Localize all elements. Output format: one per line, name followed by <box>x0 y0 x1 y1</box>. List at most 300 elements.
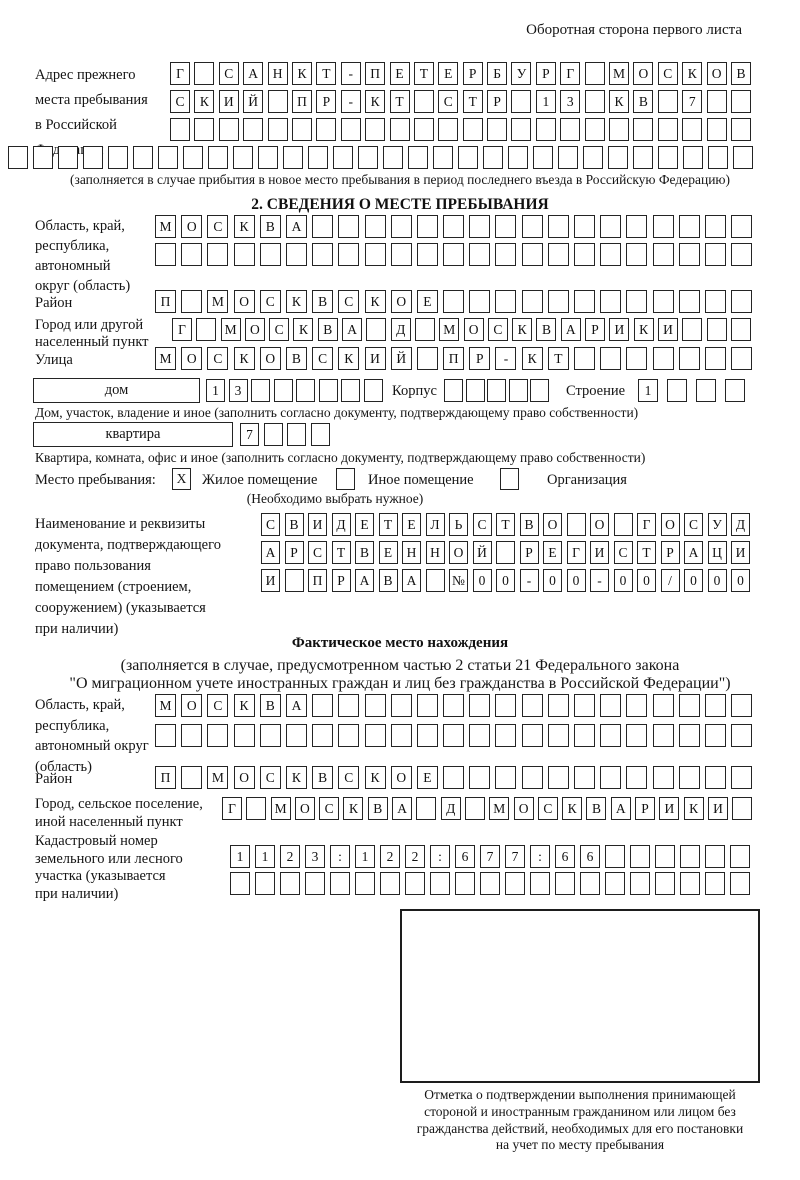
char-cell[interactable] <box>338 694 359 717</box>
char-cell[interactable]: Е <box>438 62 458 85</box>
char-cell[interactable]: : <box>530 845 550 868</box>
char-cell[interactable] <box>731 90 751 113</box>
char-cell[interactable]: И <box>261 569 280 592</box>
char-cell[interactable] <box>158 146 178 169</box>
char-cell[interactable] <box>731 694 752 717</box>
char-cell[interactable] <box>243 118 263 141</box>
char-cell[interactable]: П <box>155 766 176 789</box>
char-cell[interactable]: К <box>286 290 307 313</box>
char-cell[interactable] <box>417 347 438 370</box>
char-cell[interactable] <box>58 146 78 169</box>
char-cell[interactable]: 7 <box>682 90 702 113</box>
char-cell[interactable]: Й <box>473 541 492 564</box>
char-cell[interactable] <box>732 797 752 820</box>
char-cell[interactable]: С <box>312 347 333 370</box>
char-cell[interactable] <box>496 541 515 564</box>
char-cell[interactable] <box>731 347 752 370</box>
char-cell[interactable]: М <box>439 318 459 341</box>
char-cell[interactable]: 2 <box>405 845 425 868</box>
char-cell[interactable] <box>487 118 507 141</box>
char-cell[interactable]: 0 <box>473 569 492 592</box>
char-cell[interactable] <box>705 766 726 789</box>
char-cell[interactable]: 6 <box>555 845 575 868</box>
char-cell[interactable] <box>365 215 386 238</box>
char-cell[interactable]: К <box>343 797 363 820</box>
char-cell[interactable] <box>287 423 306 446</box>
char-cell[interactable]: Г <box>170 62 190 85</box>
char-cell[interactable] <box>585 62 605 85</box>
char-cell[interactable] <box>312 243 333 266</box>
char-cell[interactable] <box>296 379 315 402</box>
char-cell[interactable] <box>234 724 255 747</box>
char-cell[interactable] <box>430 872 450 895</box>
char-cell[interactable]: Р <box>285 541 304 564</box>
char-cell[interactable] <box>443 290 464 313</box>
char-cell[interactable]: - <box>590 569 609 592</box>
char-cell[interactable]: А <box>286 215 307 238</box>
char-cell[interactable] <box>626 347 647 370</box>
char-cell[interactable]: Л <box>426 513 445 536</box>
char-cell[interactable]: Р <box>520 541 539 564</box>
char-cell[interactable] <box>338 724 359 747</box>
char-cell[interactable] <box>574 243 595 266</box>
char-cell[interactable]: Е <box>355 513 374 536</box>
char-cell[interactable]: С <box>207 215 228 238</box>
char-cell[interactable]: Е <box>543 541 562 564</box>
char-cell[interactable] <box>417 724 438 747</box>
char-cell[interactable]: К <box>365 90 385 113</box>
char-cell[interactable]: К <box>634 318 654 341</box>
char-cell[interactable]: А <box>611 797 631 820</box>
char-cell[interactable]: В <box>286 347 307 370</box>
char-cell[interactable]: 6 <box>455 845 475 868</box>
char-cell[interactable]: В <box>260 215 281 238</box>
char-cell[interactable]: 0 <box>731 569 750 592</box>
char-cell[interactable] <box>414 118 434 141</box>
char-cell[interactable] <box>383 146 403 169</box>
char-cell[interactable]: № <box>449 569 468 592</box>
char-cell[interactable]: Д <box>731 513 750 536</box>
char-cell[interactable] <box>653 290 674 313</box>
char-cell[interactable]: К <box>292 62 312 85</box>
char-cell[interactable] <box>408 146 428 169</box>
char-cell[interactable] <box>194 62 214 85</box>
char-cell[interactable] <box>181 724 202 747</box>
char-cell[interactable] <box>679 724 700 747</box>
char-cell[interactable] <box>653 243 674 266</box>
char-cell[interactable] <box>286 724 307 747</box>
char-cell[interactable]: К <box>609 90 629 113</box>
char-cell[interactable]: А <box>286 694 307 717</box>
char-cell[interactable]: Г <box>567 541 586 564</box>
char-cell[interactable] <box>705 694 726 717</box>
char-cell[interactable] <box>558 146 578 169</box>
char-cell[interactable] <box>574 766 595 789</box>
char-cell[interactable] <box>548 766 569 789</box>
char-cell[interactable]: К <box>522 347 543 370</box>
char-cell[interactable]: В <box>520 513 539 536</box>
char-cell[interactable] <box>260 724 281 747</box>
char-cell[interactable]: И <box>590 541 609 564</box>
char-cell[interactable] <box>667 379 687 402</box>
char-cell[interactable] <box>522 766 543 789</box>
char-cell[interactable] <box>705 347 726 370</box>
char-cell[interactable] <box>653 724 674 747</box>
char-cell[interactable] <box>469 243 490 266</box>
char-cell[interactable] <box>438 118 458 141</box>
char-cell[interactable]: С <box>473 513 492 536</box>
char-cell[interactable] <box>600 290 621 313</box>
char-cell[interactable]: С <box>170 90 190 113</box>
char-cell[interactable]: Н <box>426 541 445 564</box>
char-cell[interactable]: О <box>590 513 609 536</box>
char-cell[interactable]: К <box>562 797 582 820</box>
char-cell[interactable] <box>511 90 531 113</box>
char-cell[interactable] <box>731 318 751 341</box>
char-cell[interactable] <box>731 724 752 747</box>
char-cell[interactable] <box>255 872 275 895</box>
char-cell[interactable]: Й <box>391 347 412 370</box>
char-cell[interactable]: К <box>286 766 307 789</box>
char-cell[interactable]: С <box>319 797 339 820</box>
char-cell[interactable] <box>536 118 556 141</box>
char-cell[interactable]: С <box>338 290 359 313</box>
char-cell[interactable]: И <box>308 513 327 536</box>
char-cell[interactable]: Д <box>332 513 351 536</box>
char-cell[interactable] <box>219 118 239 141</box>
char-cell[interactable]: 1 <box>355 845 375 868</box>
char-cell[interactable] <box>630 872 650 895</box>
char-cell[interactable] <box>463 118 483 141</box>
char-cell[interactable] <box>390 118 410 141</box>
char-cell[interactable] <box>658 118 678 141</box>
char-cell[interactable]: О <box>181 694 202 717</box>
char-cell[interactable] <box>416 797 436 820</box>
char-cell[interactable]: 7 <box>240 423 259 446</box>
char-cell[interactable]: Е <box>379 541 398 564</box>
char-cell[interactable] <box>574 694 595 717</box>
char-cell[interactable] <box>708 146 728 169</box>
char-cell[interactable] <box>230 872 250 895</box>
char-cell[interactable] <box>155 724 176 747</box>
char-cell[interactable]: 0 <box>637 569 656 592</box>
char-cell[interactable]: 0 <box>684 569 703 592</box>
char-cell[interactable]: А <box>402 569 421 592</box>
char-cell[interactable]: К <box>194 90 214 113</box>
char-cell[interactable]: Д <box>441 797 461 820</box>
char-cell[interactable] <box>574 290 595 313</box>
char-cell[interactable] <box>495 215 516 238</box>
char-cell[interactable]: О <box>707 62 727 85</box>
char-cell[interactable] <box>614 513 633 536</box>
char-cell[interactable] <box>633 146 653 169</box>
char-cell[interactable] <box>207 724 228 747</box>
char-cell[interactable] <box>522 243 543 266</box>
char-cell[interactable]: В <box>355 541 374 564</box>
char-cell[interactable] <box>530 872 550 895</box>
char-cell[interactable]: 1 <box>638 379 658 402</box>
char-cell[interactable]: Ь <box>449 513 468 536</box>
char-cell[interactable]: С <box>260 766 281 789</box>
char-cell[interactable] <box>391 243 412 266</box>
char-cell[interactable] <box>414 90 434 113</box>
char-cell[interactable] <box>560 118 580 141</box>
char-cell[interactable] <box>509 379 528 402</box>
char-cell[interactable] <box>380 872 400 895</box>
char-cell[interactable] <box>83 146 103 169</box>
char-cell[interactable] <box>268 90 288 113</box>
char-cell[interactable]: В <box>633 90 653 113</box>
char-cell[interactable]: К <box>234 215 255 238</box>
char-cell[interactable]: П <box>443 347 464 370</box>
char-cell[interactable] <box>365 724 386 747</box>
char-cell[interactable] <box>600 215 621 238</box>
char-cell[interactable] <box>567 513 586 536</box>
char-cell[interactable]: С <box>658 62 678 85</box>
char-cell[interactable]: С <box>338 766 359 789</box>
checkbox-organization[interactable] <box>500 468 519 490</box>
char-cell[interactable] <box>264 423 283 446</box>
char-cell[interactable]: Р <box>487 90 507 113</box>
char-cell[interactable] <box>443 694 464 717</box>
char-cell[interactable]: В <box>379 569 398 592</box>
char-cell[interactable]: Н <box>402 541 421 564</box>
char-cell[interactable] <box>583 146 603 169</box>
char-cell[interactable] <box>580 872 600 895</box>
char-cell[interactable] <box>696 379 716 402</box>
char-cell[interactable]: В <box>260 694 281 717</box>
char-cell[interactable] <box>495 243 516 266</box>
char-cell[interactable]: И <box>731 541 750 564</box>
char-cell[interactable] <box>605 872 625 895</box>
char-cell[interactable] <box>653 215 674 238</box>
char-cell[interactable]: Й <box>243 90 263 113</box>
char-cell[interactable]: 3 <box>229 379 248 402</box>
char-cell[interactable] <box>469 724 490 747</box>
char-cell[interactable] <box>365 243 386 266</box>
char-cell[interactable]: Т <box>390 90 410 113</box>
char-cell[interactable] <box>626 694 647 717</box>
char-cell[interactable] <box>355 872 375 895</box>
char-cell[interactable]: 2 <box>280 845 300 868</box>
char-cell[interactable] <box>600 347 621 370</box>
char-cell[interactable]: С <box>614 541 633 564</box>
checkbox-other-premise[interactable] <box>336 468 355 490</box>
char-cell[interactable] <box>391 694 412 717</box>
char-cell[interactable] <box>680 872 700 895</box>
char-cell[interactable]: И <box>659 797 679 820</box>
char-cell[interactable] <box>433 146 453 169</box>
char-cell[interactable] <box>246 797 266 820</box>
checkbox-residential[interactable]: X <box>172 468 191 490</box>
char-cell[interactable]: 1 <box>536 90 556 113</box>
char-cell[interactable] <box>731 243 752 266</box>
char-cell[interactable] <box>233 146 253 169</box>
char-cell[interactable] <box>522 724 543 747</box>
char-cell[interactable] <box>548 724 569 747</box>
char-cell[interactable]: Г <box>637 513 656 536</box>
char-cell[interactable]: 2 <box>380 845 400 868</box>
char-cell[interactable]: И <box>365 347 386 370</box>
char-cell[interactable] <box>522 215 543 238</box>
char-cell[interactable] <box>312 724 333 747</box>
char-cell[interactable]: С <box>207 347 228 370</box>
char-cell[interactable] <box>338 243 359 266</box>
char-cell[interactable] <box>234 243 255 266</box>
char-cell[interactable]: Р <box>661 541 680 564</box>
char-cell[interactable] <box>365 118 385 141</box>
char-cell[interactable] <box>585 90 605 113</box>
char-cell[interactable] <box>705 845 725 868</box>
char-cell[interactable]: Г <box>172 318 192 341</box>
char-cell[interactable]: О <box>245 318 265 341</box>
char-cell[interactable] <box>415 318 435 341</box>
char-cell[interactable]: М <box>207 290 228 313</box>
char-cell[interactable]: : <box>330 845 350 868</box>
char-cell[interactable]: С <box>260 290 281 313</box>
char-cell[interactable] <box>653 766 674 789</box>
char-cell[interactable] <box>511 118 531 141</box>
char-cell[interactable] <box>366 318 386 341</box>
char-cell[interactable] <box>533 146 553 169</box>
char-cell[interactable]: О <box>633 62 653 85</box>
char-cell[interactable] <box>679 347 700 370</box>
char-cell[interactable] <box>555 872 575 895</box>
char-cell[interactable]: И <box>658 318 678 341</box>
char-cell[interactable]: И <box>708 797 728 820</box>
char-cell[interactable] <box>574 724 595 747</box>
char-cell[interactable]: 0 <box>614 569 633 592</box>
char-cell[interactable] <box>251 379 270 402</box>
char-cell[interactable] <box>286 243 307 266</box>
char-cell[interactable] <box>626 766 647 789</box>
char-cell[interactable] <box>155 243 176 266</box>
char-cell[interactable]: Е <box>417 290 438 313</box>
char-cell[interactable] <box>495 766 516 789</box>
char-cell[interactable] <box>522 290 543 313</box>
char-cell[interactable] <box>707 318 727 341</box>
char-cell[interactable]: М <box>271 797 291 820</box>
char-cell[interactable]: Б <box>487 62 507 85</box>
char-cell[interactable] <box>181 766 202 789</box>
char-cell[interactable]: О <box>514 797 534 820</box>
char-cell[interactable]: С <box>308 541 327 564</box>
char-cell[interactable]: И <box>219 90 239 113</box>
char-cell[interactable] <box>505 872 525 895</box>
char-cell[interactable] <box>405 872 425 895</box>
char-cell[interactable]: К <box>365 290 386 313</box>
char-cell[interactable] <box>417 243 438 266</box>
char-cell[interactable]: Р <box>585 318 605 341</box>
char-cell[interactable] <box>181 290 202 313</box>
char-cell[interactable]: В <box>318 318 338 341</box>
char-cell[interactable] <box>280 872 300 895</box>
char-cell[interactable]: К <box>682 62 702 85</box>
char-cell[interactable] <box>574 347 595 370</box>
char-cell[interactable] <box>605 845 625 868</box>
char-cell[interactable] <box>682 318 702 341</box>
char-cell[interactable]: Г <box>560 62 580 85</box>
char-cell[interactable] <box>308 146 328 169</box>
char-cell[interactable] <box>705 290 726 313</box>
char-cell[interactable]: М <box>207 766 228 789</box>
char-cell[interactable] <box>608 146 628 169</box>
char-cell[interactable] <box>530 379 549 402</box>
char-cell[interactable]: - <box>341 62 361 85</box>
char-cell[interactable] <box>480 872 500 895</box>
char-cell[interactable] <box>465 797 485 820</box>
char-cell[interactable] <box>733 146 753 169</box>
char-cell[interactable]: Т <box>316 62 336 85</box>
char-cell[interactable] <box>495 290 516 313</box>
char-cell[interactable] <box>469 694 490 717</box>
char-cell[interactable] <box>626 215 647 238</box>
char-cell[interactable]: С <box>488 318 508 341</box>
char-cell[interactable] <box>341 118 361 141</box>
char-cell[interactable]: С <box>538 797 558 820</box>
char-cell[interactable]: Р <box>316 90 336 113</box>
char-cell[interactable]: А <box>342 318 362 341</box>
char-cell[interactable]: К <box>234 347 255 370</box>
char-cell[interactable]: Р <box>463 62 483 85</box>
char-cell[interactable] <box>483 146 503 169</box>
char-cell[interactable] <box>705 215 726 238</box>
char-cell[interactable] <box>730 872 750 895</box>
char-cell[interactable] <box>458 146 478 169</box>
char-cell[interactable]: Г <box>222 797 242 820</box>
char-cell[interactable]: Е <box>390 62 410 85</box>
char-cell[interactable] <box>443 724 464 747</box>
char-cell[interactable]: С <box>261 513 280 536</box>
char-cell[interactable]: У <box>511 62 531 85</box>
char-cell[interactable]: М <box>489 797 509 820</box>
char-cell[interactable] <box>495 724 516 747</box>
char-cell[interactable]: В <box>731 62 751 85</box>
char-cell[interactable]: В <box>368 797 388 820</box>
char-cell[interactable] <box>196 318 216 341</box>
char-cell[interactable] <box>330 872 350 895</box>
char-cell[interactable]: 3 <box>305 845 325 868</box>
char-cell[interactable] <box>705 243 726 266</box>
char-cell[interactable] <box>208 146 228 169</box>
char-cell[interactable] <box>319 379 338 402</box>
char-cell[interactable]: П <box>292 90 312 113</box>
char-cell[interactable] <box>548 290 569 313</box>
char-cell[interactable] <box>730 845 750 868</box>
char-cell[interactable]: О <box>543 513 562 536</box>
char-cell[interactable] <box>705 724 726 747</box>
char-cell[interactable]: 0 <box>543 569 562 592</box>
char-cell[interactable]: Т <box>414 62 434 85</box>
char-cell[interactable]: А <box>243 62 263 85</box>
char-cell[interactable] <box>600 724 621 747</box>
char-cell[interactable]: О <box>260 347 281 370</box>
char-cell[interactable]: А <box>561 318 581 341</box>
char-cell[interactable]: М <box>155 215 176 238</box>
char-cell[interactable] <box>585 118 605 141</box>
char-cell[interactable] <box>522 694 543 717</box>
char-cell[interactable] <box>305 872 325 895</box>
char-cell[interactable] <box>292 118 312 141</box>
char-cell[interactable] <box>495 694 516 717</box>
char-cell[interactable] <box>365 694 386 717</box>
char-cell[interactable] <box>731 290 752 313</box>
char-cell[interactable] <box>285 569 304 592</box>
char-cell[interactable]: М <box>609 62 629 85</box>
char-cell[interactable]: К <box>684 797 704 820</box>
char-cell[interactable] <box>260 243 281 266</box>
char-cell[interactable] <box>364 379 383 402</box>
